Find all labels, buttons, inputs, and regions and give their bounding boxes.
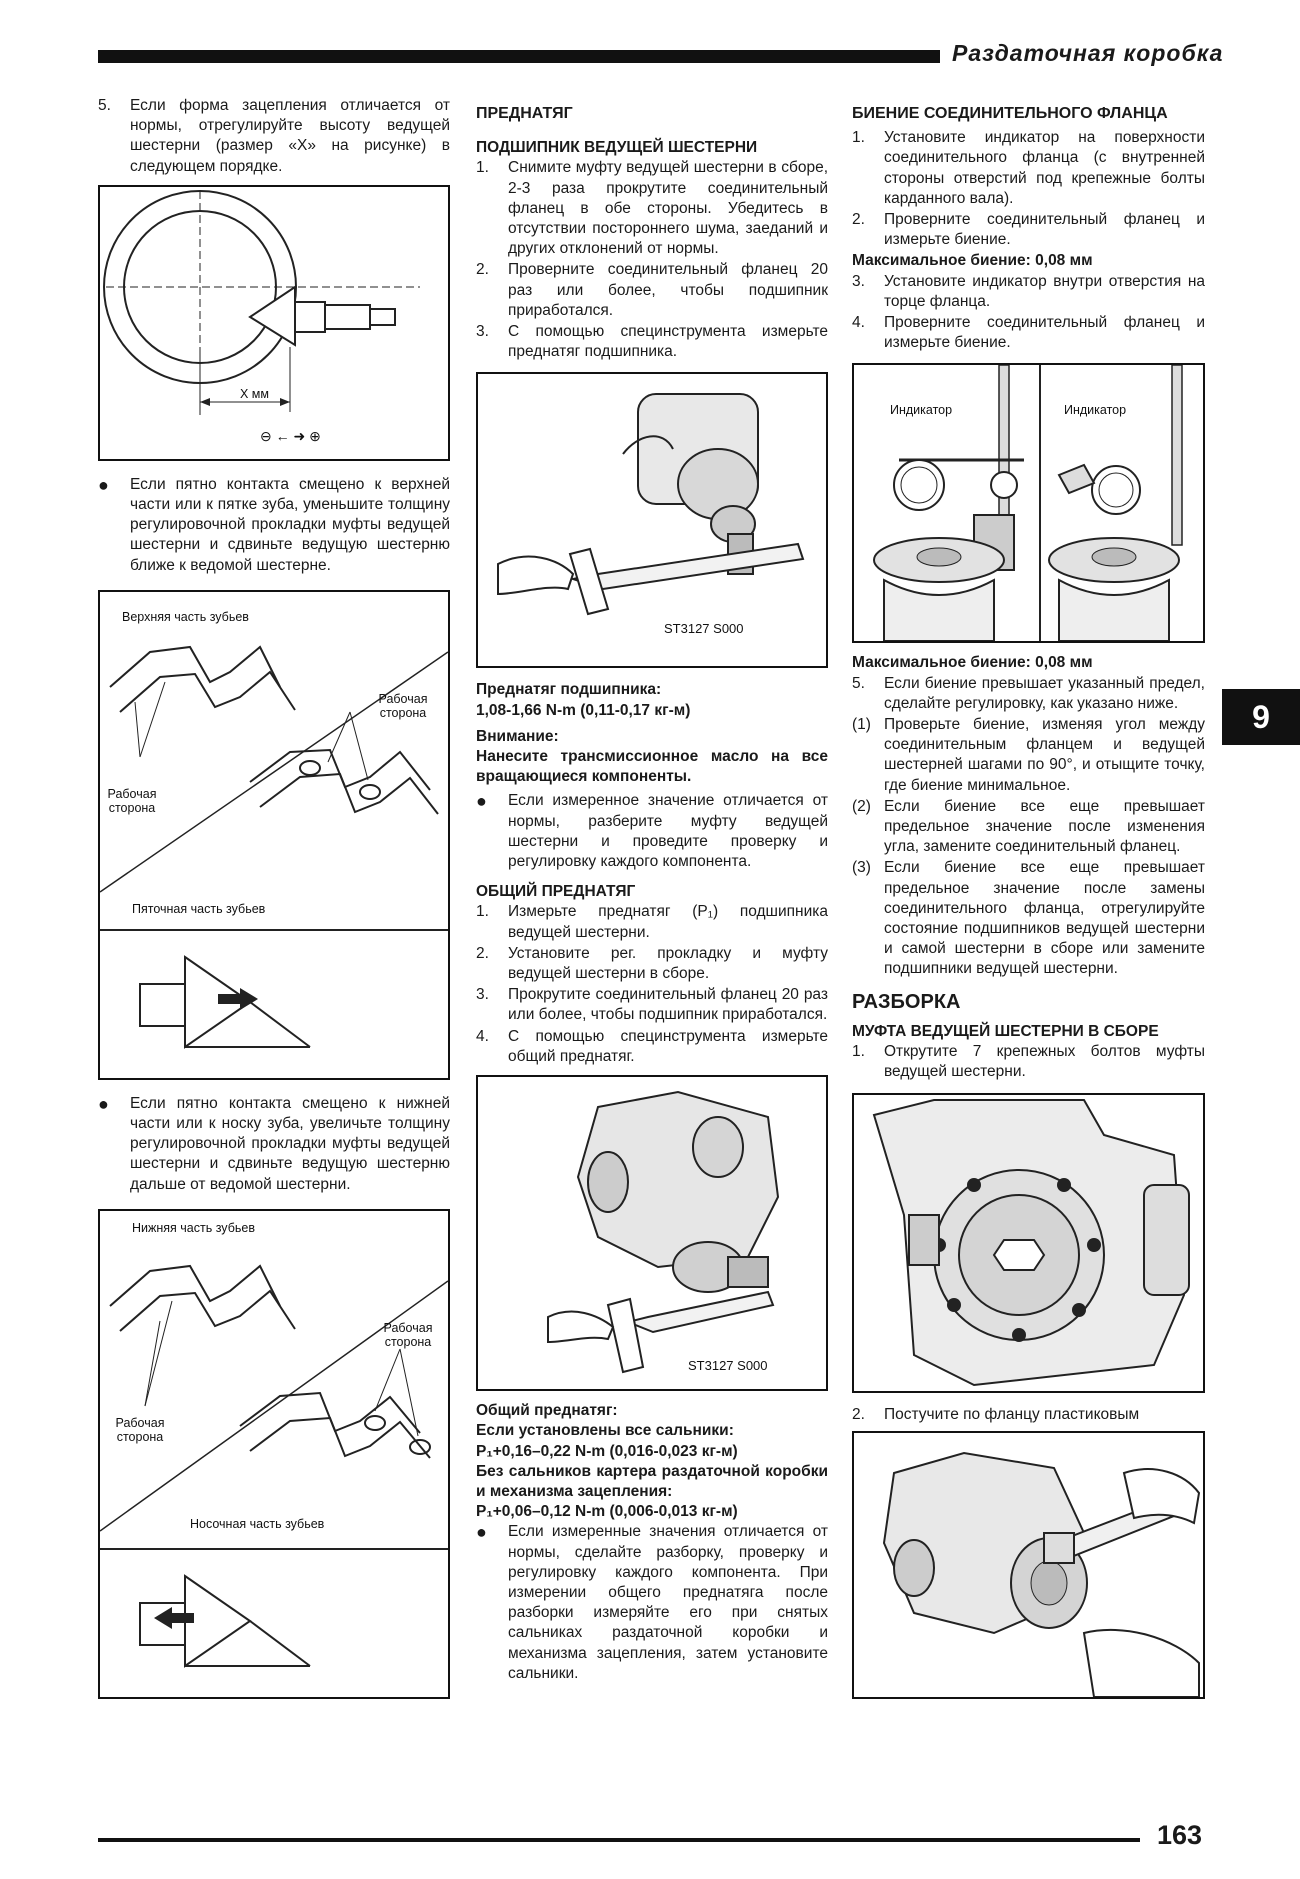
bullet-item: ● Если измеренные значения отличается от нормы, сделайте разборку, проверку и регулировку каждого компонента. При измерении общего преднатяга после разборки измеряйте его при снятых сальниках раздаточной коробки и механизма зацепления, затем установите сальники. (476, 1522, 828, 1684)
total-preload-condition: Если установлены все сальники: (476, 1422, 734, 1440)
toe-teeth-label: Носочная часть зубьев (190, 1516, 325, 1531)
column-left (98, 96, 450, 1699)
figure-pinion-height (98, 185, 450, 461)
step-item: 4. С помощью специнструмента измерьте общий преднатяг. (476, 1027, 828, 1065)
substep-item: (3) Если биение все еще превышает предельное значение после замены соединительного фланца, отрегулируйте состояние подшипников ведущей шестерни и самой шестерни в сборе или замените подшипники ведущей шестерни. (852, 859, 1205, 978)
figure-tap-flange (852, 1431, 1205, 1699)
step-item: 1. Открутите 7 крепежных болтов муфты ведущей шестерни. (852, 1043, 1205, 1081)
figure-flange-runout (852, 363, 1205, 643)
footer-bar (98, 1838, 1140, 1842)
step-item: 2. Постучите по фланцу пластиковым (852, 1405, 1140, 1423)
figure-total-preload (476, 1075, 828, 1391)
section-heading: РАЗБОРКА (852, 990, 961, 1013)
figure-contact-heel (98, 590, 450, 1080)
figure-pinion-bolts (852, 1093, 1205, 1393)
hammer-flange-drawing-icon (854, 1433, 1203, 1697)
tool-number-label: ST3127 S000 (664, 621, 744, 637)
step-item: 5. Если форма зацепления отличается от нормы, отрегулируйте высоту ведущей шестерни (размер «X» на рисунке) в следующем порядке. (98, 97, 450, 175)
tooth-contact-drawing-icon (100, 1211, 448, 1697)
total-preload-condition: Без сальников картера раздаточной коробки и механизма зацепления: (476, 1462, 828, 1500)
bullet-dot-icon: ● (98, 1093, 109, 1114)
step-item: 1. Снимите муфту ведущей шестерни в сборе, 2-3 раза прокрутите соединительный фланец в обе стороны. Убедитесь в отсутствии постороннего шума, заеданий и других отклонений от нормы. (476, 159, 828, 258)
max-runout-spec: Максимальное биение: 0,08 мм (852, 252, 1093, 270)
subsection-heading: ОБЩИЙ ПРЕДНАТЯГ (476, 883, 636, 901)
preload-gauge-drawing-icon (478, 374, 826, 666)
bullet-item: ● Если пятно контакта смещено к нижней части или к носку зуба, увеличьте толщину регулировочной прокладки муфты ведущей шестерни и сдвиньте ведущую шестерню дальше от ведомой шестерни. (98, 1094, 450, 1195)
step-item: 3. С помощью специнструмента измерьте преднатяг подшипника. (476, 323, 828, 361)
max-runout-spec: Максимальное биение: 0,08 мм (852, 654, 1093, 672)
header-bar (98, 50, 940, 63)
column-middle (476, 104, 828, 1684)
subsection-heading: МУФТА ВЕДУЩЕЙ ШЕСТЕРНИ В СБОРЕ (852, 1022, 1159, 1040)
step-item: 2. Проверните соединительный фланец и измерьте биение. (852, 211, 1205, 249)
page-number: 163 (1157, 1820, 1203, 1850)
work-side-label: Рабочая сторона (378, 691, 428, 720)
total-preload-value: P₁+0,06–0,12 N-m (0,006-0,013 кг-м) (476, 1503, 738, 1521)
section-heading: БИЕНИЕ СОЕДИНИТЕЛЬНОГО ФЛАНЦА (852, 105, 1168, 122)
step-item: 1. Измерьте преднатяг (P₁) подшипника ведущей шестерни. (476, 903, 828, 941)
top-teeth-label: Верхняя часть зубьев (122, 609, 249, 624)
subsection-heading: ПОДШИПНИК ВЕДУЩЕЙ ШЕСТЕРНИ (476, 139, 758, 157)
bullet-item: ● Если пятно контакта смещено к верхней части или к пятке зуба, уменьшите толщину регулировочной прокладки муфты ведущей шестерни и сдвиньте ведущую шестерню ближе к ведомой шестерне. (98, 475, 450, 576)
spec-value: 1,08-1,66 N-m (0,11-0,17 кг-м) (476, 701, 691, 719)
section-heading: ПРЕДНАТЯГ (476, 105, 573, 122)
step-item: 4. Проверните соединительный фланец и измерьте биение. (852, 314, 1205, 352)
step-item: 1. Установите индикатор на поверхности соединительного фланца (с внутренней стороны отверстий под крепежные болты карданного вала). (852, 129, 1205, 207)
step-item: 3. Установите индикатор внутри отверстия на торце фланца. (852, 272, 1205, 310)
spec-label: Преднатяг подшипника: (476, 681, 662, 699)
total-preload-value: P₁+0,16–0,22 N-m (0,016-0,023 кг-м) (476, 1442, 738, 1460)
page-header-title: Раздаточная коробка (952, 40, 1224, 66)
tool-number-label: ST3127 S000 (688, 1358, 768, 1374)
step-item: 2. Проверните соединительный фланец 20 раз или более, чтобы подшипник приработался. (476, 261, 828, 319)
x-dimension-label: X мм (240, 386, 269, 401)
transfer-case-gauge-drawing-icon (478, 1077, 826, 1389)
direction-arrows: ⊖ ← ➜ ⊕ (260, 427, 321, 444)
bullet-dot-icon: ● (476, 1522, 487, 1543)
step-item: 5. Если биение превышает указанный предел, сделайте регулировку, как указано ниже. (852, 674, 1205, 712)
chapter-tab: 9 (1222, 689, 1300, 745)
ring-gear-drawing-icon (100, 187, 448, 459)
work-side-label: Рабочая сторона (115, 1415, 165, 1444)
bullet-dot-icon: ● (98, 474, 109, 495)
flange-bolts-drawing-icon (854, 1095, 1203, 1391)
tooth-contact-drawing-icon (100, 592, 448, 1078)
heel-teeth-label: Пяточная часть зубьев (132, 901, 266, 916)
indicator-label: Индикатор (890, 403, 953, 418)
bullet-dot-icon: ● (476, 791, 487, 812)
substep-item: (2) Если биение все еще превышает предельное значение после изменения угла, замените соединительный фланец. (852, 797, 1205, 856)
substep-item: (1) Проверьте биение, изменяя угол между соединительным фланцем и ведущей шестерней шагами по 90°, и отыщите точку, где биение минимальное. (852, 716, 1205, 794)
bullet-item: ● Если измеренное значение отличается от нормы, разберите муфту ведущей шестерни и проведите проверку и регулировку каждого компонента. (476, 791, 828, 872)
work-side-label: Рабочая сторона (383, 1320, 433, 1349)
indicator-label: Индикатор (1064, 403, 1127, 418)
figure-contact-toe (98, 1209, 450, 1699)
total-preload-label: Общий преднатяг: (476, 1402, 618, 1420)
attention-text: Нанесите трансмиссионное масло на все вращающиеся компоненты. (476, 748, 828, 786)
lower-teeth-label: Нижняя часть зубьев (132, 1220, 255, 1235)
work-side-label: Рабочая сторона (107, 786, 157, 815)
figure-bearing-preload (476, 372, 828, 668)
step-item: 3. Прокрутите соединительный фланец 20 раз или более, чтобы подшипник приработался. (476, 986, 828, 1024)
attention-label: Внимание: (476, 727, 559, 745)
step-item: 2. Установите рег. прокладку и муфту ведущей шестерни в сборе. (476, 944, 828, 983)
column-right (852, 104, 1205, 1699)
